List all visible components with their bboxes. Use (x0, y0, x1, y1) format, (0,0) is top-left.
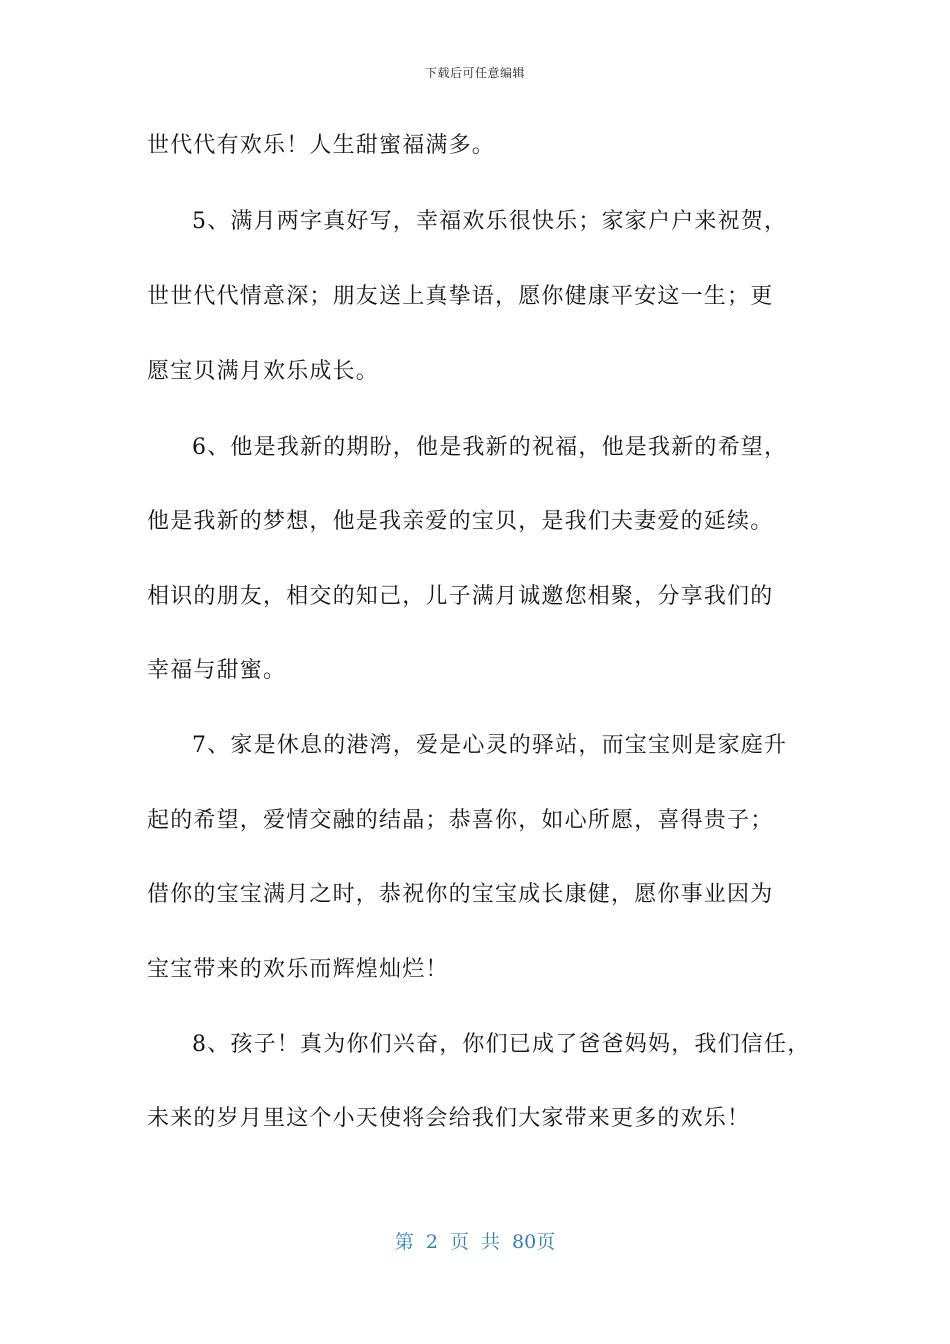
text-line: 宝宝带来的欢乐而辉煌灿烂！ (147, 957, 449, 982)
text-line: 世代代有欢乐！人生甜蜜福满多。 (147, 133, 496, 158)
text-line: 他是我新的梦想，他是我亲爱的宝贝，是我们夫妻爱的延续。 (147, 509, 774, 534)
page-header: 下载后可任意编辑 (424, 66, 525, 80)
text-line-item-7: 7、家是休息的港湾，爱是心灵的驿站，而宝宝则是家庭升 (192, 733, 788, 758)
text-line: 未来的岁月里这个小天使将会给我们大家带来更多的欢乐！ (147, 1106, 751, 1131)
text-line: 起的希望，爱情交融的结晶；恭喜你，如心所愿，喜得贵子； (147, 808, 774, 833)
text-line: 幸福与甜蜜。 (147, 658, 287, 683)
text-line: 世世代代情意深；朋友送上真挚语，愿你健康平安这一生；更 (147, 284, 774, 309)
text-line-item-6: 6、他是我新的期盼，他是我新的祝福，他是我新的希望， (192, 435, 788, 460)
text-line-item-5: 5、满月两字真好写，幸福欢乐很快乐；家家户户来祝贺， (192, 209, 788, 234)
text-line: 借你的宝宝满月之时，恭祝你的宝宝成长康健，愿你事业因为 (147, 882, 774, 907)
text-line: 愿宝贝满月欢乐成长。 (147, 359, 380, 384)
text-line: 相识的朋友，相交的知己，儿子满月诚邀您相聚，分享我们的 (147, 584, 774, 609)
page-number-footer: 第 2 页 共 80页 (394, 1231, 556, 1253)
text-line-item-8: 8、孩子！真为你们兴奋，你们已成了爸爸妈妈，我们信任， (192, 1032, 811, 1057)
